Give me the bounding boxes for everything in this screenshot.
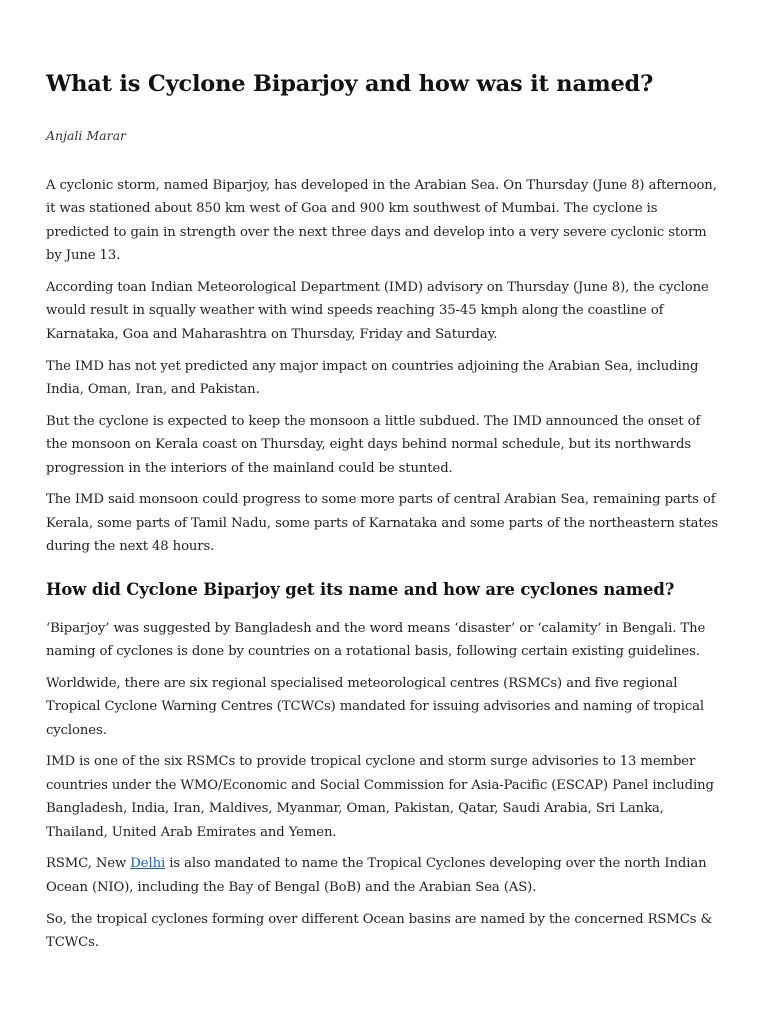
article xyxy=(46,66,722,963)
rsmc-text-before: RSMC, New xyxy=(46,856,131,872)
paragraph-progress: The IMD said monsoon could progress to some more parts of central Arabian Sea, remaining parts of Kerala, some parts of Tamil Nadu, some parts of Karnataka and some parts of the northeastern states during the next 48 hours. xyxy=(46,492,718,555)
rsmc-text-after: is also mandated to name the Tropical Cyclones developing over the north Indian Ocean (NIO), including the Bay of Bengal (BoB) and the Arabian Sea (AS). xyxy=(46,856,707,895)
paragraph-imd-members: IMD is one of the six RSMCs to provide tropical cyclone and storm surge advisories to 13 member countries under the WMO/Economic and Social Commission for Asia-Pacific (ESCAP) Panel including Bangladesh, India, Iran, Maldives, Myanmar, Oman, Pakistan, Qatar, Saudi Arabia, Sri Lanka, Thailand, United Arab Emirates and Yemen. xyxy=(46,754,714,840)
paragraph-intro: A cyclonic storm, named Biparjoy, has developed in the Arabian Sea. On Thursday (June 8) afternoon, it was stationed about 850 km west of Goa and 900 km southwest of Mumbai. The cyclone is predicted to gain in strength over the next three days and develop into a very severe cyclonic storm by June 13. xyxy=(46,178,717,264)
paragraph-rsmcs: Worldwide, there are six regional specialised meteorological centres (RSMCs) and five regional Tropical Cyclone Warning Centres (TCWCs) mandated for issuing advisories and naming of tropical cyclones. xyxy=(46,675,705,738)
author-byline[interactable]: Anjali Marar xyxy=(46,128,127,143)
paragraph-name-origin: ‘Biparjoy’ was suggested by Bangladesh and the word means ‘disaster’ or ‘calamity’ in Bengali. The naming of cyclones is done by countries on a rotational basis, following certain existing guidelines. xyxy=(46,620,706,660)
paragraph-monsoon: But the cyclone is expected to keep the monsoon a little subdued. The IMD announced the onset of the monsoon on Kerala coast on Thursday, eight days behind normal schedule, but its northwards progression in the interiors of the mainland could be stunted. xyxy=(46,413,701,476)
paragraph-impact: The IMD has not yet predicted any major impact on countries adjoining the Arabian Sea, including India, Oman, Iran, and Pakistan. xyxy=(46,358,699,398)
article-title: What is Cyclone Biparjoy and how was it named? xyxy=(46,71,654,97)
paragraph-rsmc-delhi xyxy=(46,852,722,899)
paragraph-final: So, the tropical cyclones forming over different Ocean basins are named by the concerned RSMCs & TCWCs. xyxy=(46,911,713,951)
delhi-link[interactable]: Delhi xyxy=(130,856,166,872)
article-body xyxy=(46,174,722,955)
paragraph-advisory: According toan Indian Meteorological Department (IMD) advisory on Thursday (June 8), the cyclone would result in squally weather with wind speeds reaching 35-45 kmph along the coastline of Karnataka, Goa and Maharashtra on Thursday, Friday and Saturday. xyxy=(46,280,709,342)
section-subheading: How did Cyclone Biparjoy get its name and how are cyclones named? xyxy=(46,579,675,599)
